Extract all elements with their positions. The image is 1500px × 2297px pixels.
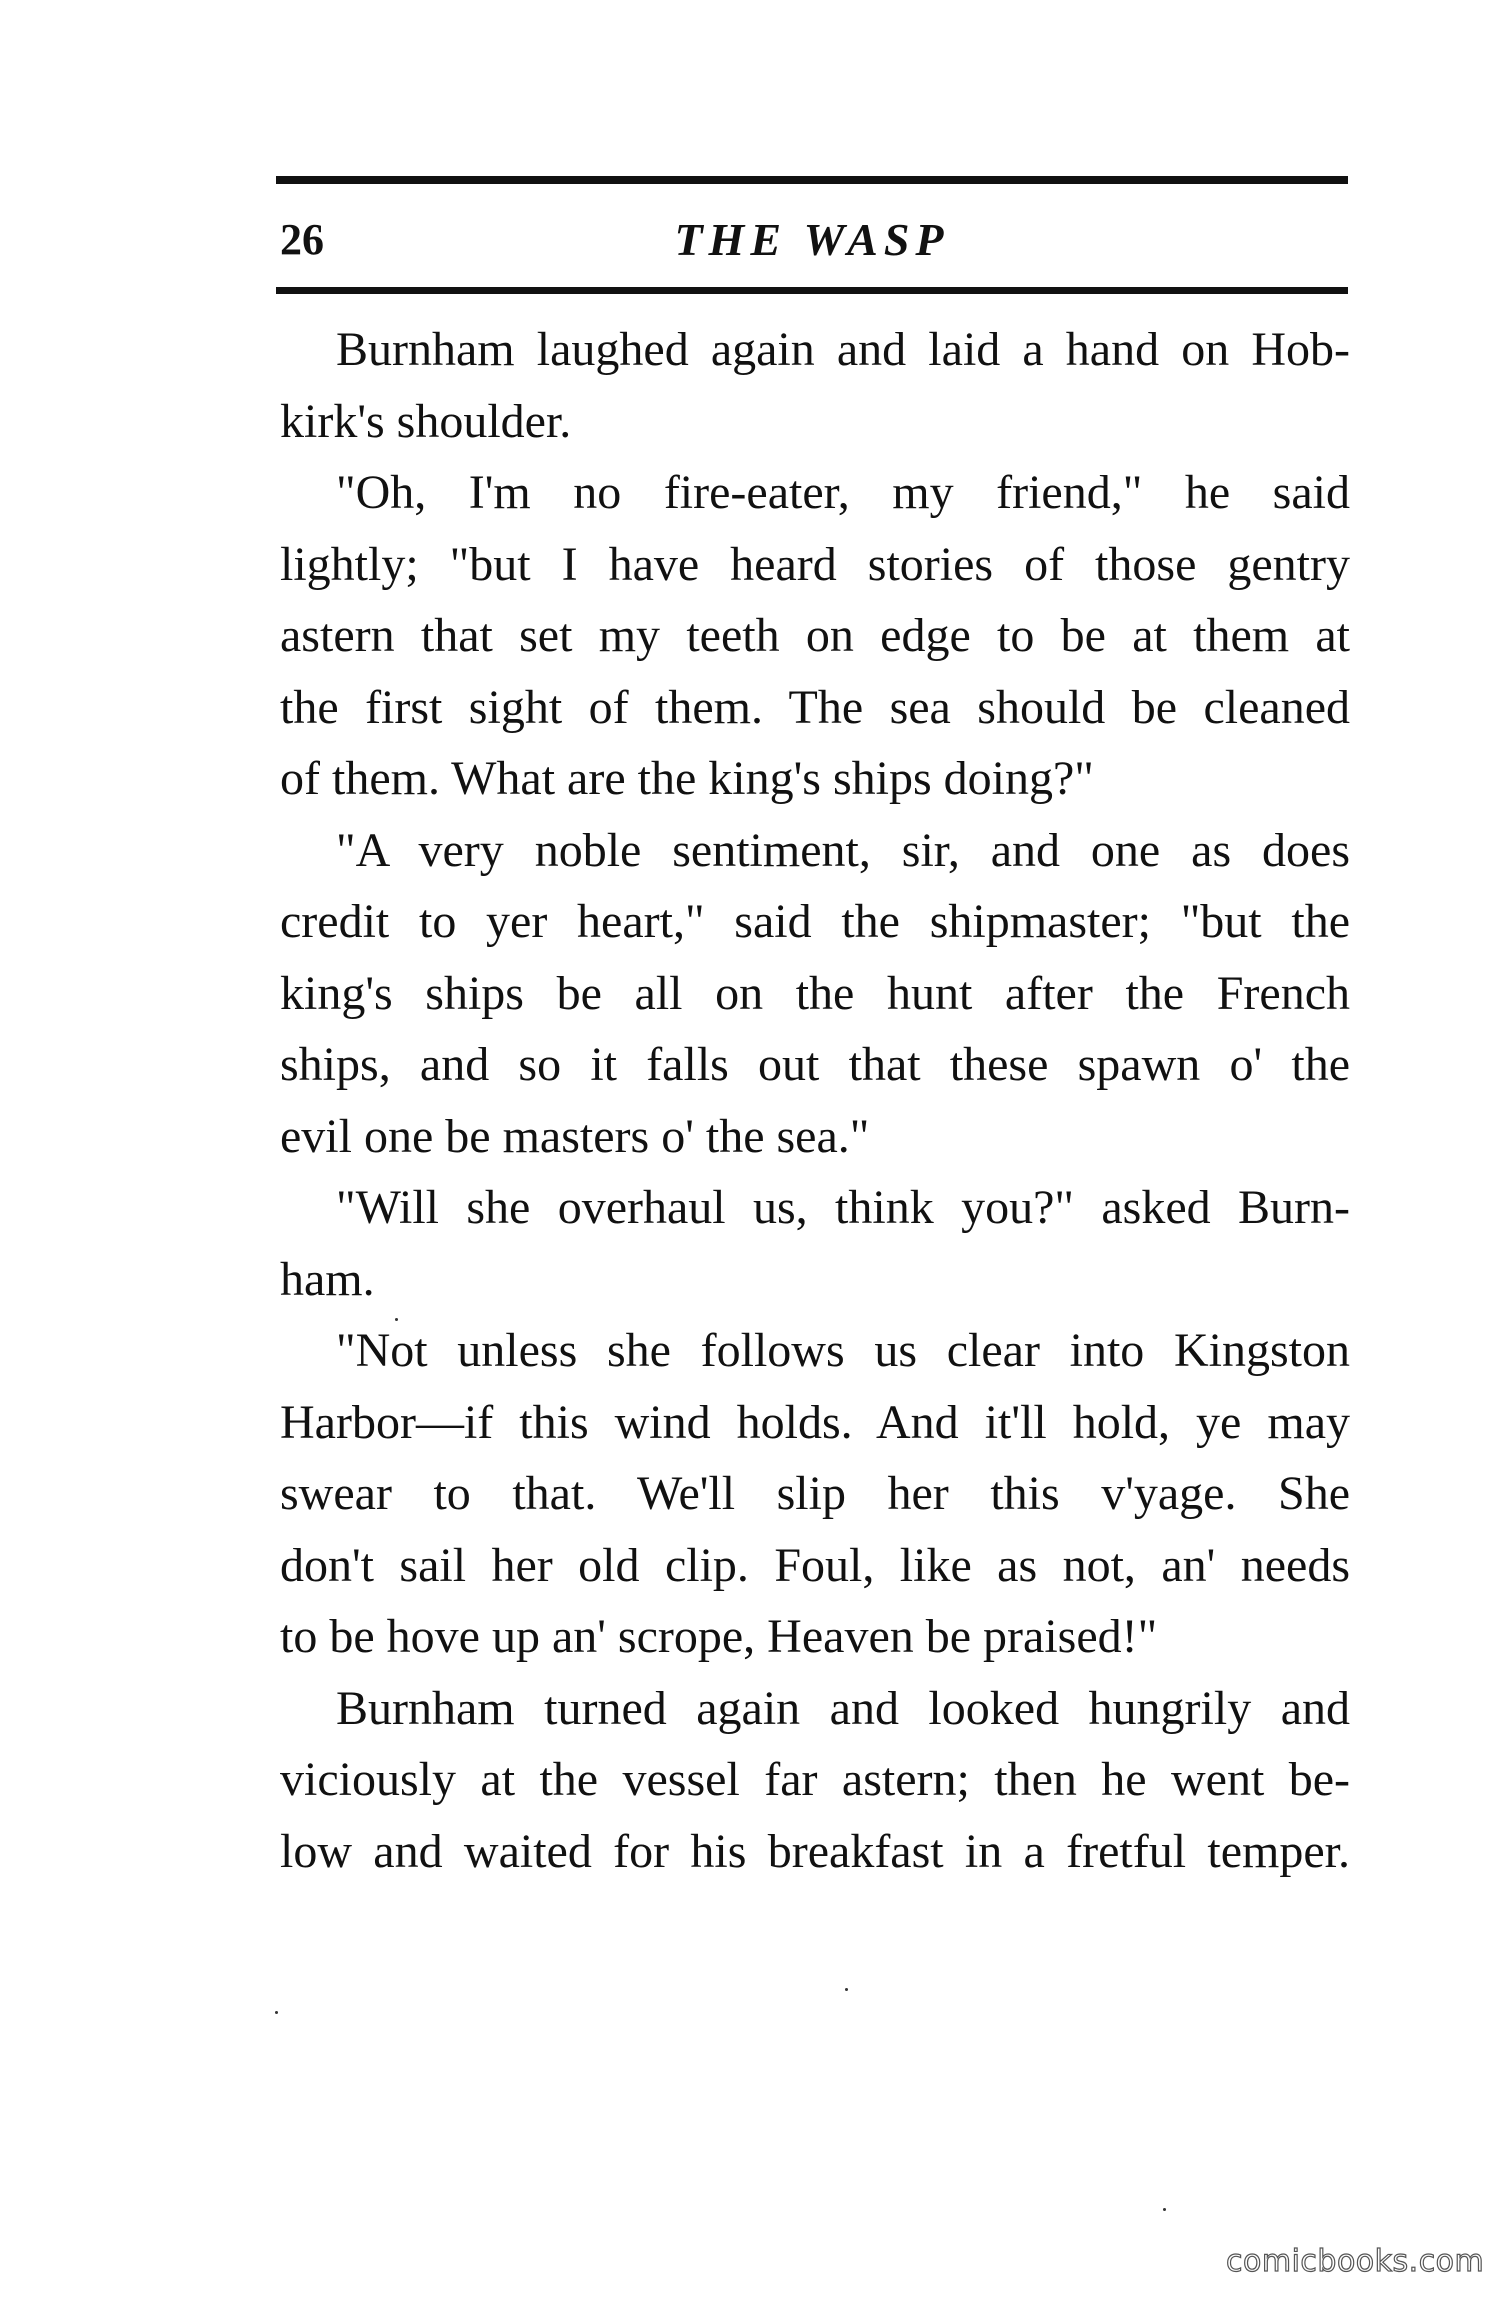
text-line: evil one be masters o' the sea." <box>280 1109 870 1163</box>
text-line: ships, and so it falls out that these spawn o' the <box>280 1038 1350 1091</box>
page-number: 26 <box>280 215 324 264</box>
text-line: viciously at the vessel far astern; then he went be- <box>280 1753 1350 1806</box>
text-line: "Oh, I'm no fire-eater, my friend," he said <box>336 466 1350 519</box>
text-line: low and waited for his breakfast in a fretful temper. <box>280 1824 1350 1878</box>
text-line: ham. <box>280 1252 375 1306</box>
ink-speck <box>845 1988 848 1991</box>
body-text <box>280 314 1350 1887</box>
text-line: kirk's shoulder. <box>280 394 572 448</box>
running-head <box>276 205 1348 275</box>
text-line: king's ships be all on the hunt after the French <box>280 966 1350 1020</box>
text-line: the first sight of them. The sea should be cleaned <box>280 680 1350 734</box>
text-line: don't sail her old clip. Foul, like as not, an' needs <box>280 1538 1350 1592</box>
text-line: lightly; "but I have heard stories of those gentry <box>280 537 1350 591</box>
text-line: Burnham laughed again and laid a hand on Hob- <box>336 323 1350 376</box>
text-line: "Will she overhaul us, think you?" asked Burn- <box>336 1181 1350 1234</box>
text-line: "Not unless she follows us clear into Kingston <box>336 1324 1350 1377</box>
text-line: Burnham turned again and looked hungrily and <box>336 1681 1350 1735</box>
text-line: credit to yer heart," said the shipmaster; "but the <box>280 895 1350 948</box>
header-top-rule <box>276 176 1348 184</box>
ink-speck <box>1163 2208 1166 2211</box>
header-bottom-rule <box>276 287 1348 294</box>
text-line: astern that set my teeth on edge to be at them at <box>280 609 1350 662</box>
text-line: Harbor—if this wind holds. And it'll hold, ye may <box>280 1395 1350 1449</box>
running-title: THE WASP <box>674 214 950 265</box>
text-line: "A very noble sentiment, sir, and one as does <box>336 823 1350 877</box>
text-line: swear to that. We'll slip her this v'yage. She <box>280 1467 1350 1520</box>
text-line: to be hove up an' scrope, Heaven be praised!" <box>280 1610 1158 1663</box>
ink-speck <box>395 1318 398 1321</box>
watermark: comicbooks.com <box>1226 2244 1485 2279</box>
text-line: of them. What are the king's ships doing?" <box>280 752 1094 805</box>
ink-speck <box>275 2011 278 2014</box>
